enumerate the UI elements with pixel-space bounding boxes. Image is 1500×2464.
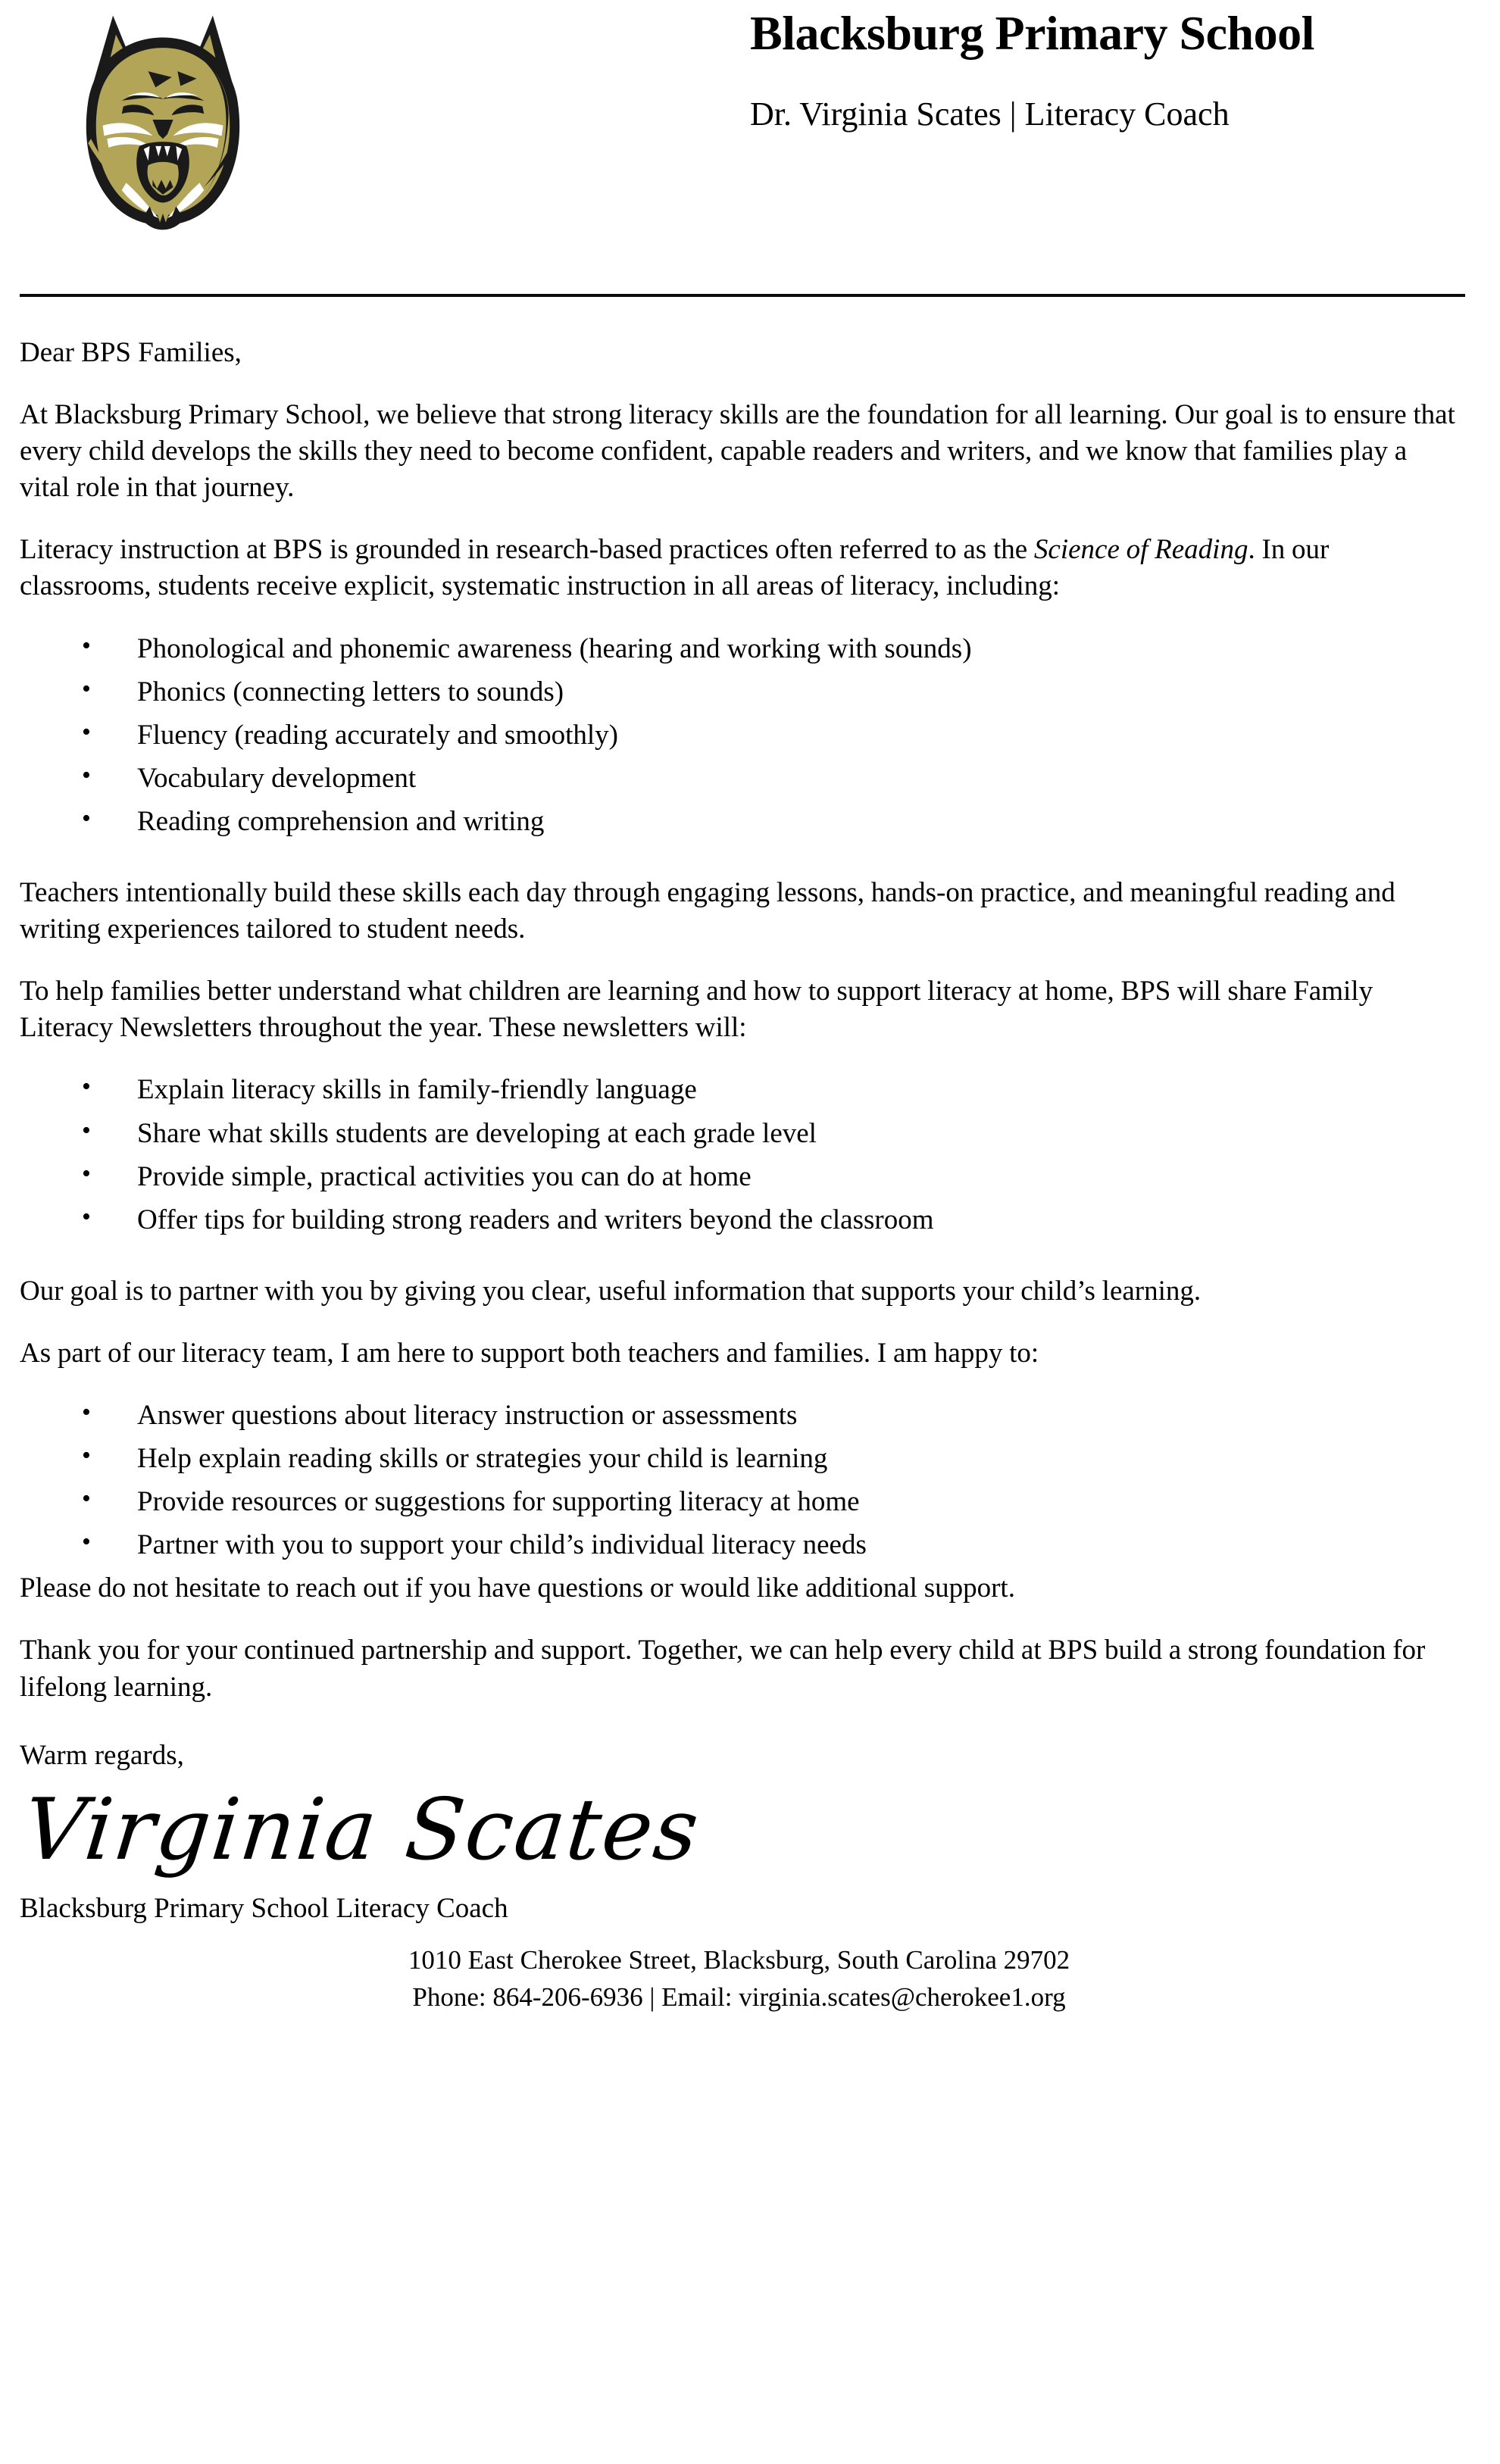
wildcat-mascot-logo [45, 6, 280, 233]
support-offerings-list [20, 1398, 1458, 1563]
literacy-areas-list [20, 631, 1458, 840]
salutation: Dear BPS Families, [20, 337, 242, 368]
list-item: • Provide simple, practical activities you can do at home [20, 1159, 1458, 1195]
school-name: Blacksburg Primary School [750, 6, 1314, 60]
science-of-reading-italic: Science of Reading [1033, 534, 1248, 566]
paragraph-intro: At Blacksburg Primary School, we believe that strong literacy skills are the foundation for all learning. Our goal is to ensure that every child develops the skills they need to become confident, capable readers and writers, and we know that families play a vital role in that journey. [20, 399, 1455, 504]
list-item: • Phonological and phonemic awareness (hearing and working with sounds) [20, 631, 1458, 667]
closing-salutation: Warm regards, [20, 1739, 184, 1771]
footer-address: 1010 East Cherokee Street, Blacksburg, South Carolina 29702 [408, 1944, 1070, 1975]
paragraph-science-lead: Literacy instruction at BPS is grounded in research-based practices often referred to as the [20, 534, 1034, 566]
list-item: • Explain literacy skills in family-friendly language [20, 1072, 1458, 1108]
list-item: • Provide resources or suggestions for supporting literacy at home [20, 1484, 1458, 1520]
list-item: • Answer questions about literacy instruction or assessments [20, 1398, 1458, 1434]
list-item: • Partner with you to support your child’s individual literacy needs [20, 1527, 1458, 1563]
list-item: • Share what skills students are developing at each grade level [20, 1116, 1458, 1152]
paragraph-teachers-build-skills: Teachers intentionally build these skills each day through engaging lessons, hands-on practice, and meaningful reading and writing experiences tailored to student needs. [20, 877, 1395, 945]
spacer [20, 1261, 1458, 1273]
letterhead [0, 0, 1500, 303]
paragraph-reach-out: Please do not hesitate to reach out if you have questions or would like additional support. [20, 1572, 1015, 1604]
paragraph-science-tail: . In our classrooms, students receive explicit, systematic instruction in all areas of literacy, including: [20, 534, 1330, 602]
letterhead-text [750, 8, 1492, 135]
letterhead-subtitle: Dr. Virginia Scates | Literacy Coach [750, 95, 1230, 133]
list-item: • Offer tips for building strong readers and writers beyond the classroom [20, 1202, 1458, 1238]
header-divider-rule [20, 294, 1465, 297]
paragraph-newsletters-intro: To help families better understand what children are learning and how to support literacy at home, BPS will share Family Literacy Newsletters throughout the year. These newsletters will: [20, 976, 1373, 1044]
footer-contact: Phone: 864-206-6936 | Email: virginia.scates@cherokee1.org [412, 1982, 1066, 2012]
spacer [20, 863, 1458, 875]
letter-body [0, 335, 1500, 2022]
paragraph-thank-you: Thank you for your continued partnership and support. Together, we can help every child at BPS build a strong foundation for lifelong learning. [20, 1635, 1426, 1703]
list-item: • Fluency (reading accurately and smoothly) [20, 717, 1458, 754]
handwritten-signature: Virginia Scates [19, 1780, 705, 1879]
paragraph-partner-goal: Our goal is to partner with you by giving you clear, useful information that supports your child’s learning. [20, 1275, 1202, 1307]
list-item: • Help explain reading skills or strategies your child is learning [20, 1441, 1458, 1477]
list-item: • Reading comprehension and writing [20, 804, 1458, 840]
paragraph-science-of-reading [20, 532, 1458, 604]
newsletter-contents-list [20, 1072, 1458, 1238]
list-item: • Vocabulary development [20, 760, 1458, 797]
list-item: • Phonics (connecting letters to sounds) [20, 674, 1458, 710]
paragraph-literacy-team: As part of our literacy team, I am here to support both teachers and families. I am happy to: [20, 1337, 1039, 1369]
signer-title: Blacksburg Primary School Literacy Coach [20, 1892, 508, 1924]
footer [20, 1944, 1458, 2022]
